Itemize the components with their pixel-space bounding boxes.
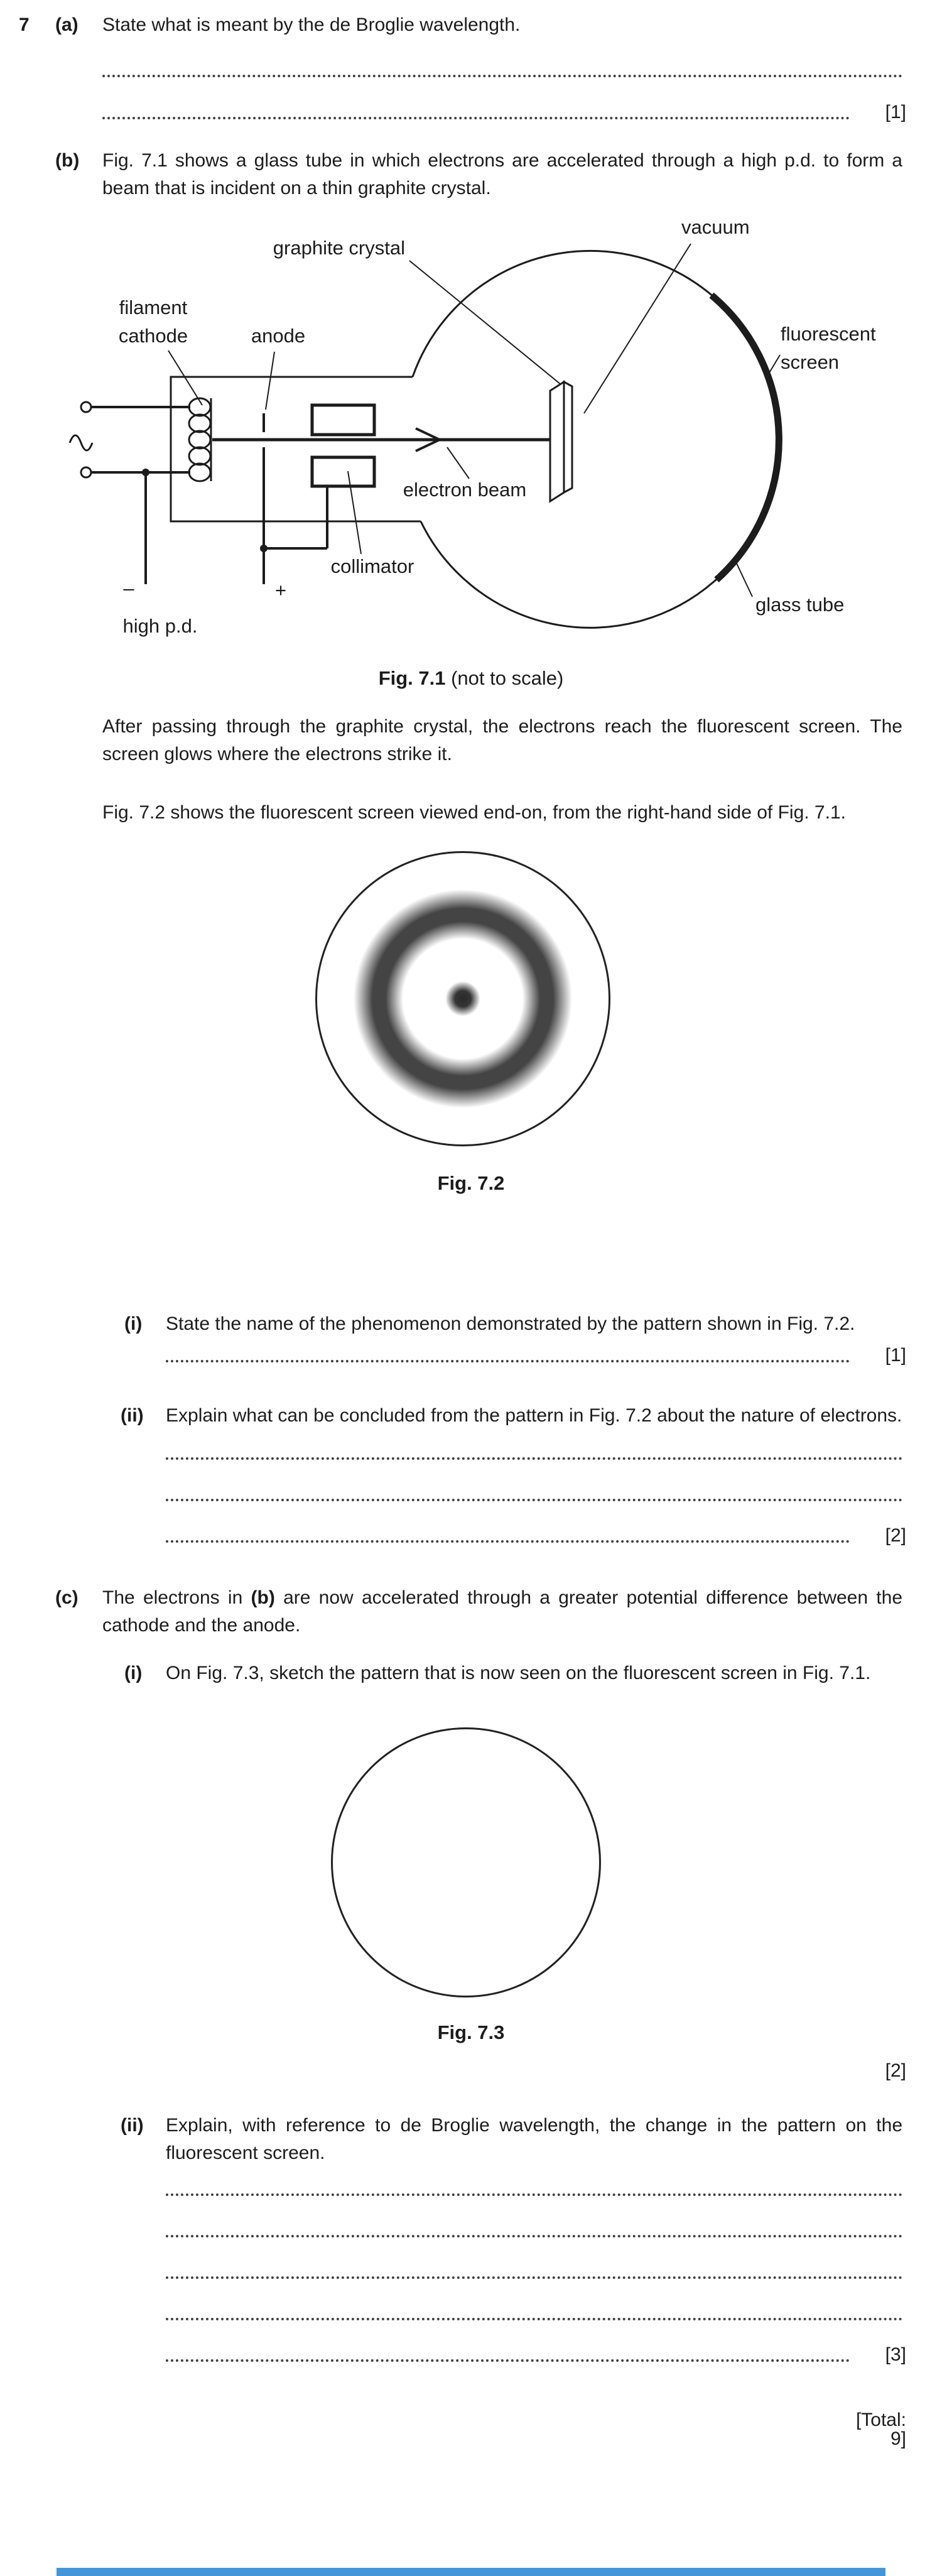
- answer-line: [166, 1457, 902, 1460]
- part-c-ii-text: Explain, with reference to de Broglie wavelength, the change in the pattern on the fluorescent screen.: [166, 2115, 902, 2163]
- fig-7-3-screen-circle[interactable]: [331, 1727, 601, 1997]
- supply-wires: [91, 407, 190, 584]
- fig-7-1-diagram: [0, 214, 942, 653]
- junction-dot: [260, 545, 268, 552]
- label-vacuum: vacuum: [681, 216, 750, 238]
- label-fluorescent: fluorescent: [781, 323, 876, 345]
- fluorescent-screen-arc: [712, 295, 779, 580]
- diffraction-ring-pattern: [317, 853, 609, 1144]
- fig-7-1-caption-rest: (not to scale): [445, 667, 564, 689]
- part-b-intro: Fig. 7.1 shows a glass tube in which electrons are accelerated through a high p.d. to form a beam that is incident on a thin graphite crystal.: [102, 150, 902, 198]
- mark-c-i: [2]: [885, 2060, 906, 2081]
- label-minus-sign: –: [123, 577, 134, 599]
- part-c-ii-label: (ii): [121, 2115, 144, 2136]
- fig-7-2-intro: Fig. 7.2 shows the fluorescent screen viewed end-on, from the right-hand side of Fig. 7.1.: [102, 802, 846, 823]
- answer-line: [166, 1499, 902, 1501]
- part-c-intro: [102, 1584, 902, 1639]
- part-c-intro-post: are now accelerated through a greater potential difference between the cathode and the anode.: [102, 1587, 902, 1636]
- part-b-label: (b): [55, 150, 80, 171]
- answer-line: [166, 2276, 902, 2279]
- answer-line: [166, 2318, 902, 2320]
- fig-7-1-caption: [0, 667, 942, 690]
- label-graphite-crystal: graphite crystal: [273, 237, 405, 259]
- part-c-intro-bold: (b): [251, 1587, 275, 1608]
- part-a-label: (a): [55, 14, 78, 35]
- label-glass-tube: glass tube: [755, 594, 845, 616]
- part-c-i-text: On Fig. 7.3, sketch the pattern that is now seen on the fluorescent screen in Fig. 7.1.: [166, 1663, 871, 1683]
- label-filament: filament: [119, 296, 188, 318]
- total-marks: [Total: 9]: [855, 2410, 906, 2449]
- part-c-label: (c): [55, 1587, 78, 1608]
- ac-supply-icon: [70, 435, 92, 450]
- answer-line: [102, 117, 850, 119]
- label-screen: screen: [781, 351, 840, 373]
- answer-line: [166, 2193, 902, 2196]
- answer-line: [166, 2359, 850, 2362]
- terminal-top: [81, 402, 91, 412]
- question-number: 7: [19, 14, 30, 35]
- label-collimator: collimator: [330, 555, 414, 577]
- part-b-ii-text: Explain what can be concluded from the pattern in Fig. 7.2 about the nature of electrons.: [166, 1405, 902, 1426]
- answer-line: [166, 2235, 902, 2237]
- graphite-crystal-shape: [550, 382, 572, 501]
- terminal-bottom: [81, 467, 91, 477]
- after-crystal-text: After passing through the graphite crystal, the electrons reach the fluorescent screen. The screen glows where the electrons strike it.: [102, 716, 902, 764]
- part-b-i-label: (i): [124, 1313, 143, 1334]
- part-c-intro-pre: The electrons in: [102, 1587, 251, 1608]
- answer-line: [166, 1360, 850, 1362]
- bottom-accent-bar: [57, 2568, 885, 2576]
- junction-dot: [142, 469, 149, 476]
- leader-lines: [168, 244, 780, 597]
- label-high-pd: high p.d.: [122, 615, 198, 637]
- label-cathode: cathode: [118, 325, 188, 347]
- fig-7-2-screen-circle: [315, 851, 610, 1146]
- filament-cathode-coil: [189, 398, 211, 481]
- collimator-plates: [312, 405, 374, 486]
- answer-line: [102, 75, 902, 77]
- label-anode: anode: [251, 325, 306, 347]
- label-plus-sign: +: [274, 579, 287, 601]
- fig-7-2-caption: Fig. 7.2: [437, 1172, 505, 1194]
- fig-7-3-caption: Fig. 7.3: [437, 2021, 505, 2043]
- part-b-i-text: State the name of the phenomenon demonstrated by the pattern shown in Fig. 7.2.: [166, 1313, 855, 1334]
- gun-housing: [171, 377, 421, 521]
- mark-c-ii: [3]: [885, 2344, 906, 2365]
- part-b-ii-label: (ii): [121, 1405, 144, 1426]
- mark-a: [1]: [885, 102, 906, 122]
- label-electron-beam: electron beam: [403, 479, 527, 501]
- fig-7-1-caption-bold: Fig. 7.1: [378, 667, 446, 689]
- answer-line: [166, 1540, 850, 1543]
- part-c-i-label: (i): [124, 1663, 143, 1683]
- part-a-text: State what is meant by the de Broglie wavelength.: [102, 14, 521, 35]
- mark-b-i: [1]: [885, 1345, 906, 1366]
- mark-b-ii: [2]: [885, 1525, 906, 1546]
